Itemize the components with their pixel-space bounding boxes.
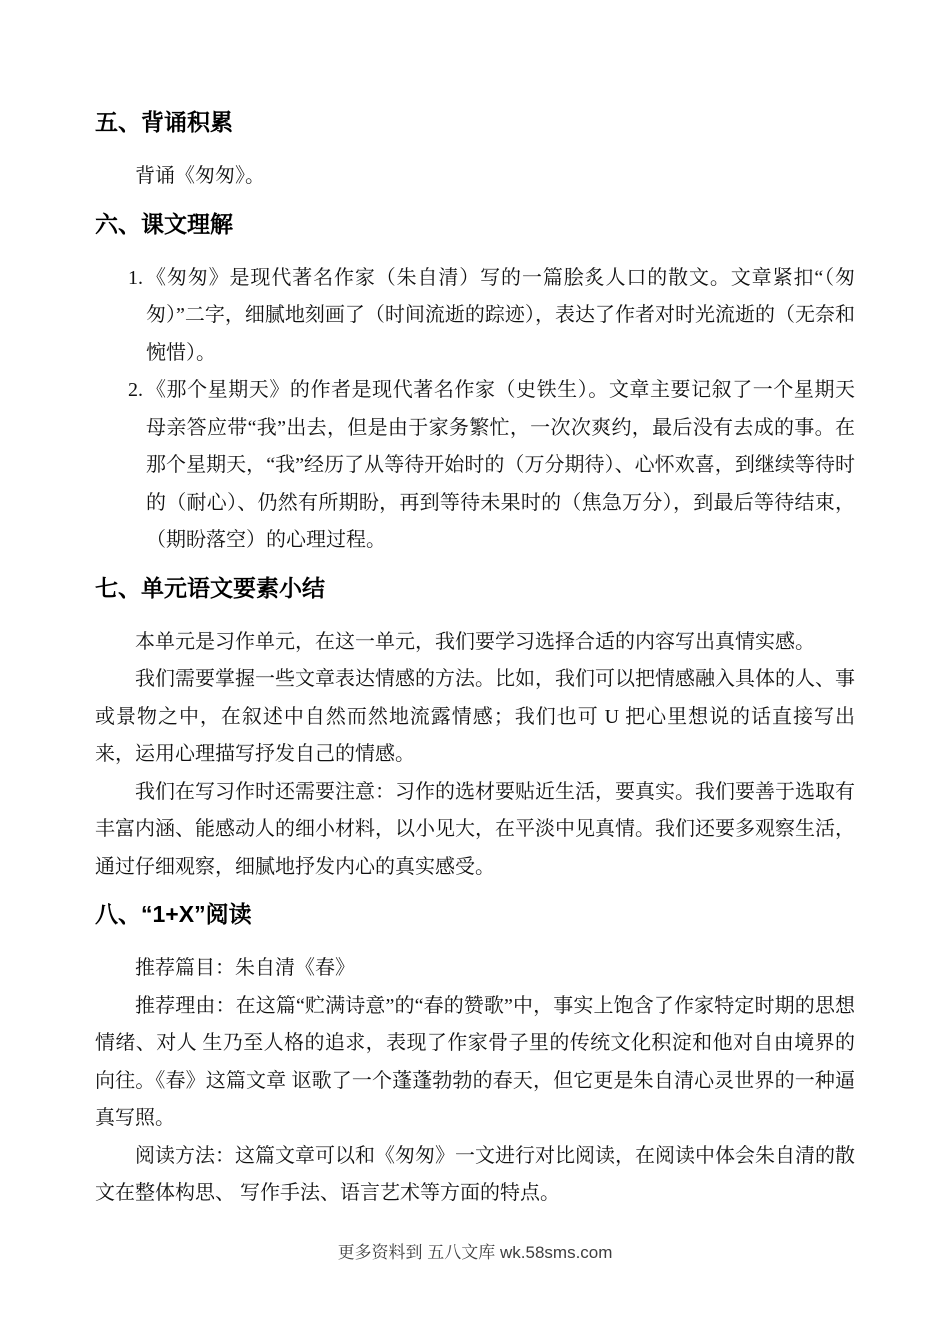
- list-item: [95, 260, 855, 373]
- section-8-paragraph: 推荐理由：在这篇“贮满诗意”的“春的赞歌”中，事实上饱含了作家特定时期的思想情绪、对人 生乃至人格的追求，表现了作家骨子里的传统文化积淀和他对自由境界的向往。《春》这篇文章 讴歌了一个蓬蓬勃勃的春天，但它更是朱自清心灵世界的一种逼真写照。: [95, 994, 855, 1129]
- section-5-paragraph: 背诵《匆匆》。: [135, 165, 265, 187]
- list-item-number: 2.: [128, 379, 143, 401]
- section-7-paragraph: 本单元是习作单元，在这一单元，我们要学习选择合适的内容写出真情实感。: [135, 630, 815, 653]
- list-item-text: 《匆匆》是现代著名作家（朱自清）写的一篇脍炙人口的散文。文章紧扣“（匆匆）”二字，细腻地刻画了（时间流逝的踪迹），表达了作者对时光流逝的（无奈和惋惜）。: [146, 266, 855, 364]
- comprehension-list: [95, 260, 855, 560]
- section-8-paragraph: 推荐篇目：朱自清《春》: [135, 957, 355, 979]
- list-item-number: 1.: [128, 266, 143, 289]
- section-7-heading: 七、单元语文要素小结: [95, 574, 325, 601]
- section-6-heading: 六、课文理解: [95, 210, 233, 237]
- footer-watermark: 更多资料到 五八文库 wk.58sms.com: [337, 1243, 613, 1262]
- section-8-heading: 八、“1+X”阅读: [95, 901, 252, 927]
- section-7-paragraph: 我们需要掌握一些文章表达情感的方法。比如，我们可以把情感融入具体的人、事或景物之中，在叙述中自然而然地流露情感；我们也可 U 把心里想说的话直接写出来，运用心理描写抒发自己的情感。: [95, 668, 855, 765]
- section-5-heading: 五、背诵积累: [95, 109, 233, 135]
- list-item-text: 《那个星期天》的作者是现代著名作家（史铁生）。文章主要记叙了一个星期天母亲答应带“我”出去，但是由于家务繁忙，一次次爽约，最后没有去成的事。在那个星期天，“我”经历了从等待开始时的（万分期待）、心怀欢喜，到继续等待时的（耐心）、仍然有所期盼，再到等待未果时的（焦急万分），到最后等待结束，（期盼落空）的心理过程。: [146, 379, 855, 551]
- list-item: [95, 372, 855, 560]
- section-7-paragraph: 我们在写习作时还需要注意：习作的选材要贴近生活，要真实。我们要善于选取有丰富内涵、能感动人的细小材料，以小见大，在平淡中见真情。我们还要多观察生活，通过仔细观察，细腻地抒发内心的真实感受。: [95, 780, 855, 878]
- section-8-paragraph: 阅读方法：这篇文章可以和《匆匆》一文进行对比阅读，在阅读中体会朱自清的散文在整体构思、 写作手法、语言艺术等方面的特点。: [95, 1144, 855, 1204]
